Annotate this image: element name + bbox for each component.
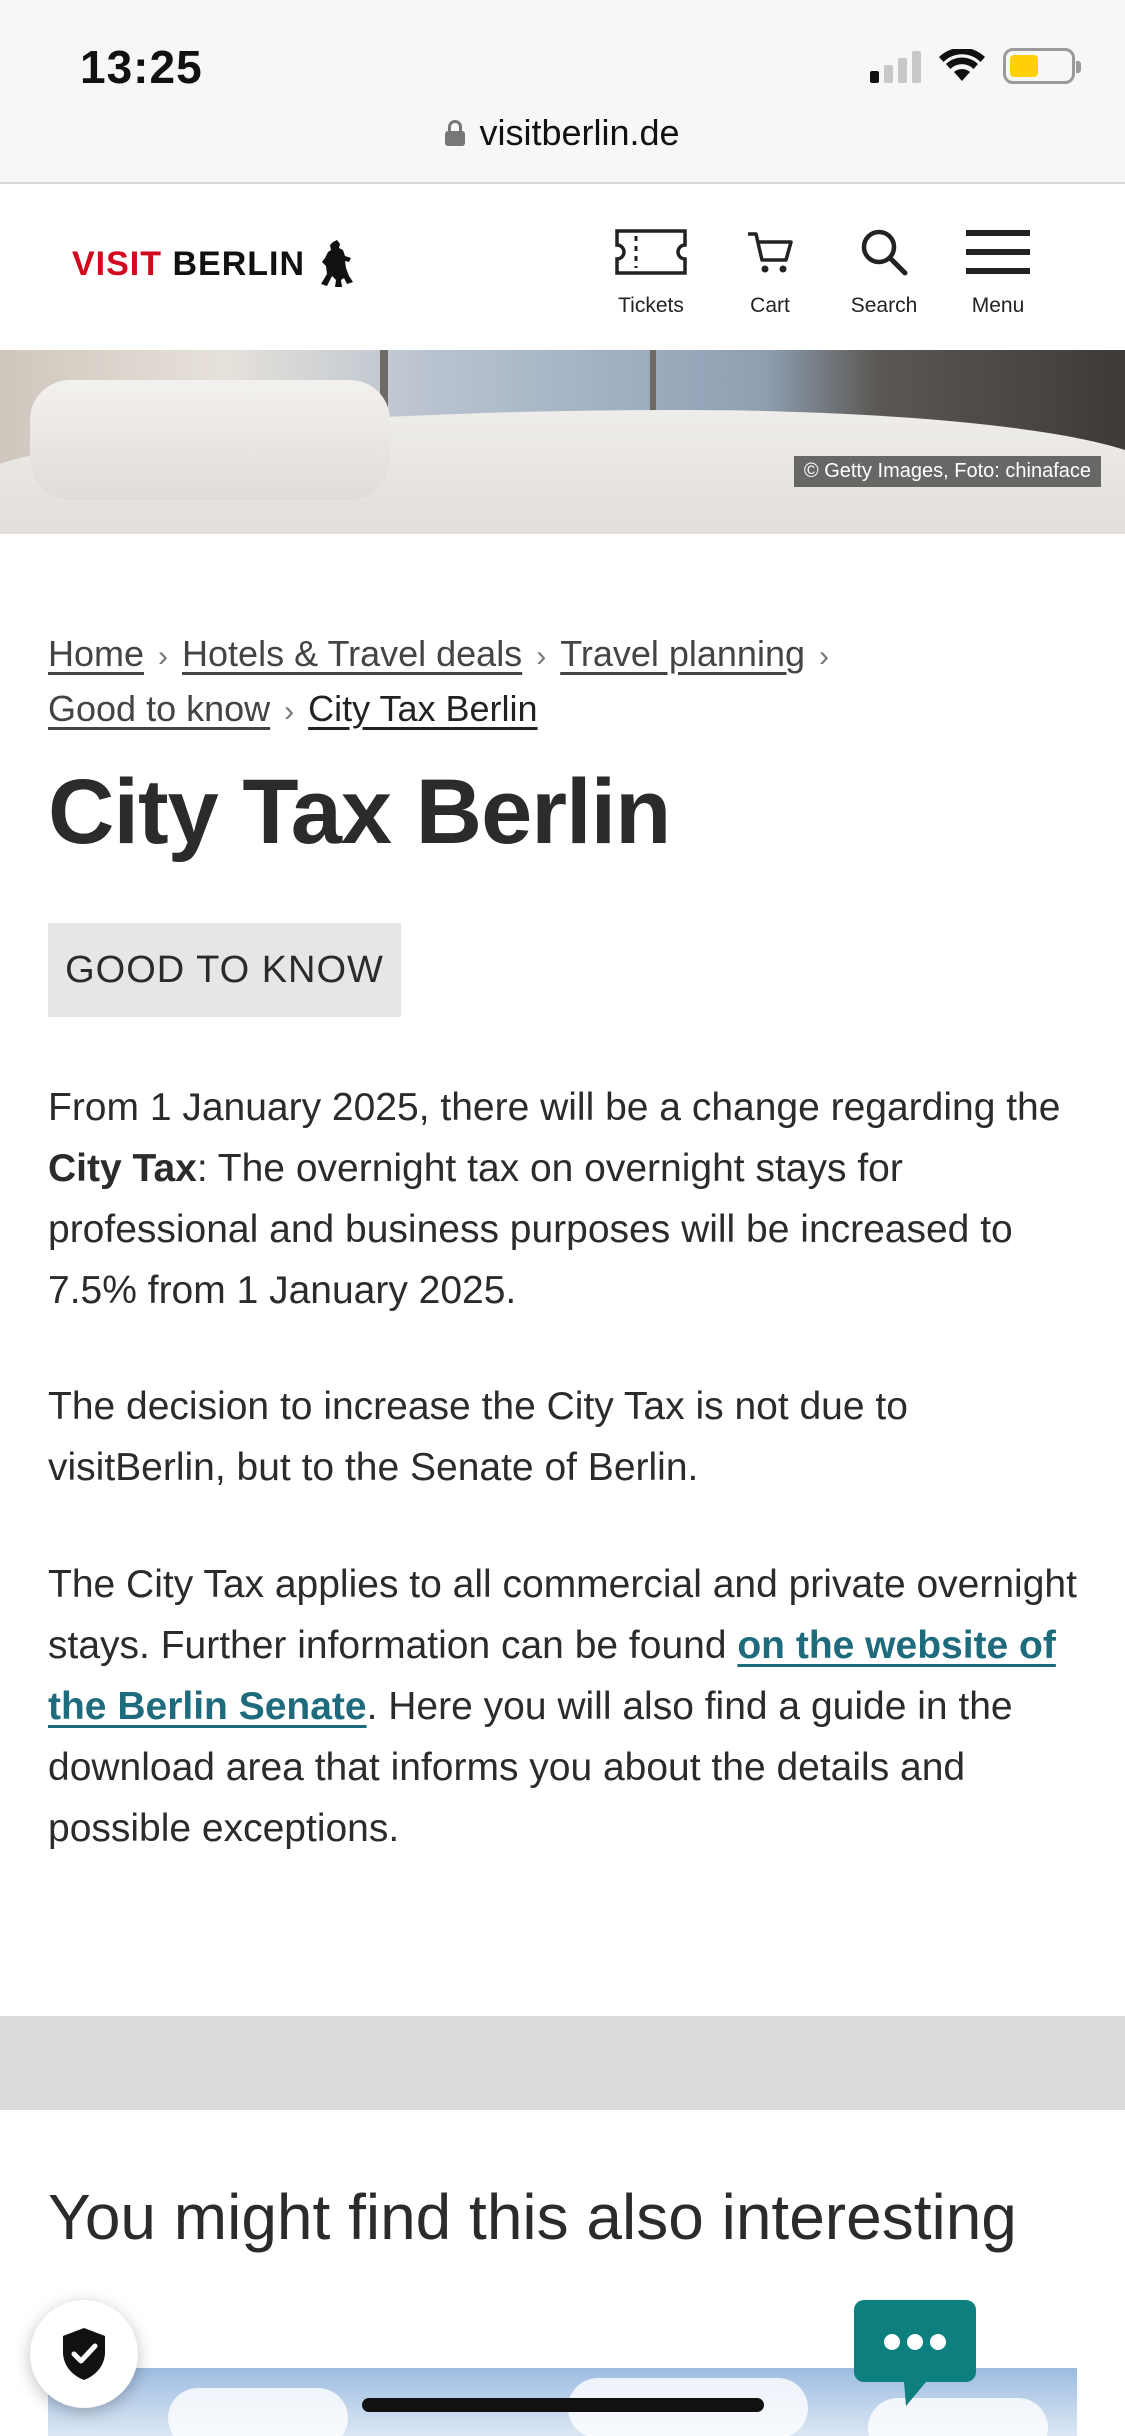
hero-image <box>0 350 1125 534</box>
breadcrumb <box>48 628 1068 738</box>
hamburger-icon <box>966 222 1030 282</box>
status-time: 13:25 <box>80 41 203 93</box>
chat-button[interactable] <box>854 2300 976 2410</box>
nav-cart[interactable] <box>713 222 827 318</box>
nav-search[interactable] <box>827 222 941 318</box>
nav-menu-label: Menu <box>971 294 1025 317</box>
nav-menu[interactable] <box>941 222 1055 318</box>
status-icons <box>870 48 1075 84</box>
breadcrumb-good-to-know[interactable]: Good to know <box>48 688 271 729</box>
image-credit: © Getty Images, Foto: chinaface <box>794 456 1101 487</box>
ticket-icon <box>614 222 688 282</box>
breadcrumb-travel-planning[interactable]: Travel planning <box>560 633 805 674</box>
breadcrumb-separator: › <box>536 640 547 673</box>
category-tag: GOOD TO KNOW <box>48 923 401 1017</box>
cellular-signal-icon <box>870 49 921 83</box>
paragraph-city-tax-change: From 1 January 2025, there will be a change regarding the City Tax: The overnight tax on overnight stays for professional and business purposes will be increased to 7.5% from 1 January 2025. <box>48 1086 1061 1312</box>
nav-cart-label: Cart <box>750 294 790 317</box>
header-nav <box>589 222 1055 318</box>
address-bar[interactable] <box>0 110 1125 184</box>
shield-check-icon <box>59 2326 109 2382</box>
chat-bubble-icon <box>854 2300 976 2410</box>
berlin-bear-icon <box>319 240 353 288</box>
battery-icon <box>1003 48 1075 84</box>
breadcrumb-separator: › <box>284 695 295 728</box>
visitberlin-logo[interactable] <box>72 240 353 288</box>
related-section-title: You might find this also interesting <box>48 2181 1017 2253</box>
status-bar <box>0 0 1125 110</box>
breadcrumb-home[interactable]: Home <box>48 633 145 674</box>
logo-berlin-text: BERLIN <box>172 244 306 283</box>
breadcrumb-hotels[interactable]: Hotels & Travel deals <box>182 633 523 674</box>
paragraph-more-info: The City Tax applies to all commercial and private overnight stays. Further information can be found on the website of the Berlin Senate. Here you will also find a guide in the download area that informs you about the details and possible exceptions. <box>48 1563 1077 1850</box>
paragraph-senate-decision: The decision to increase the City Tax is not due to visitBerlin, but to the Senate of Berlin. <box>48 1385 908 1489</box>
nav-search-label: Search <box>850 294 918 317</box>
breadcrumb-separator: › <box>158 640 169 673</box>
search-icon <box>859 222 909 282</box>
home-indicator <box>362 2398 764 2412</box>
url-text[interactable]: visitberlin.de <box>479 112 680 153</box>
logo-visit-text: VISIT <box>72 244 163 283</box>
site-header <box>0 186 1125 350</box>
page-title: City Tax Berlin <box>48 761 671 863</box>
cart-icon <box>746 222 794 282</box>
breadcrumb-city-tax[interactable]: City Tax Berlin <box>308 688 538 729</box>
section-divider <box>0 2016 1125 2110</box>
nav-tickets[interactable] <box>589 222 713 318</box>
nav-tickets-label: Tickets <box>618 294 684 317</box>
wifi-icon <box>939 49 985 83</box>
breadcrumb-separator: › <box>819 640 829 673</box>
lock-icon <box>445 120 465 146</box>
berlin-senate-link[interactable]: on the website of the Berlin Senate <box>48 1624 1056 1728</box>
privacy-settings-button[interactable] <box>30 2300 138 2408</box>
